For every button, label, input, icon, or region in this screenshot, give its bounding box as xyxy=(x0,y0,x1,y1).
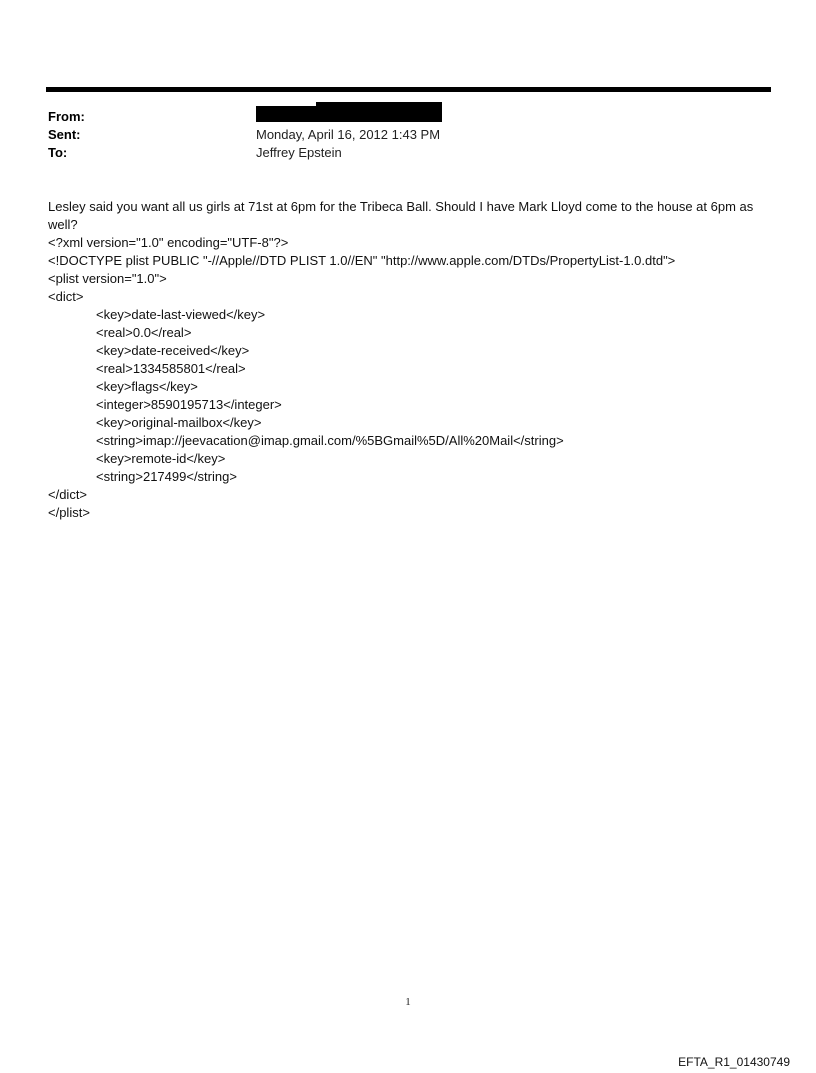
plist-line: <key>date-last-viewed</key> xyxy=(96,307,266,322)
redaction-notch xyxy=(256,102,316,106)
plist-line: <?xml version="1.0" encoding="UTF-8"?> xyxy=(48,235,289,250)
sent-label: Sent: xyxy=(48,127,81,142)
page-number: 1 xyxy=(405,996,411,1008)
message-text: Lesley said you want all us girls at 71st at 6pm for the Tribeca Ball. Should I have Mark Lloyd come to the house at 6pm as well? xyxy=(48,199,754,232)
plist-line: <key>remote-id</key> xyxy=(96,451,226,466)
header-divider xyxy=(46,87,771,92)
redaction-block xyxy=(256,102,442,122)
plist-line: <real>0.0</real> xyxy=(96,325,192,340)
plist-line: </plist> xyxy=(48,505,90,520)
document-id: EFTA_R1_01430749 xyxy=(678,1055,790,1069)
to-value: Jeffrey Epstein xyxy=(256,145,342,160)
plist-line: <key>date-received</key> xyxy=(96,343,250,358)
plist-line: <key>flags</key> xyxy=(96,379,198,394)
sent-value: Monday, April 16, 2012 1:43 PM xyxy=(256,127,441,142)
plist-line: <integer>8590195713</integer> xyxy=(96,397,282,412)
to-row xyxy=(48,144,748,162)
plist-line: <dict> xyxy=(48,289,84,304)
plist-block xyxy=(48,234,768,522)
plist-line: <real>1334585801</real> xyxy=(96,361,246,376)
email-header xyxy=(48,108,748,162)
from-row xyxy=(48,108,748,126)
plist-line: <!DOCTYPE plist PUBLIC "-//Apple//DTD PLIST 1.0//EN" "http://www.apple.com/DTDs/PropertyList-1.0.dtd"> xyxy=(48,253,676,268)
sent-row xyxy=(48,126,748,144)
plist-line: <key>original-mailbox</key> xyxy=(96,415,262,430)
to-label: To: xyxy=(48,145,68,160)
plist-line: <string>217499</string> xyxy=(96,469,237,484)
plist-line: <plist version="1.0"> xyxy=(48,271,167,286)
from-label: From: xyxy=(48,109,85,124)
email-body xyxy=(48,198,768,522)
plist-line: <string>imap://jeevacation@imap.gmail.com/%5BGmail%5D/All%20Mail</string> xyxy=(96,433,564,448)
plist-line: </dict> xyxy=(48,487,88,502)
